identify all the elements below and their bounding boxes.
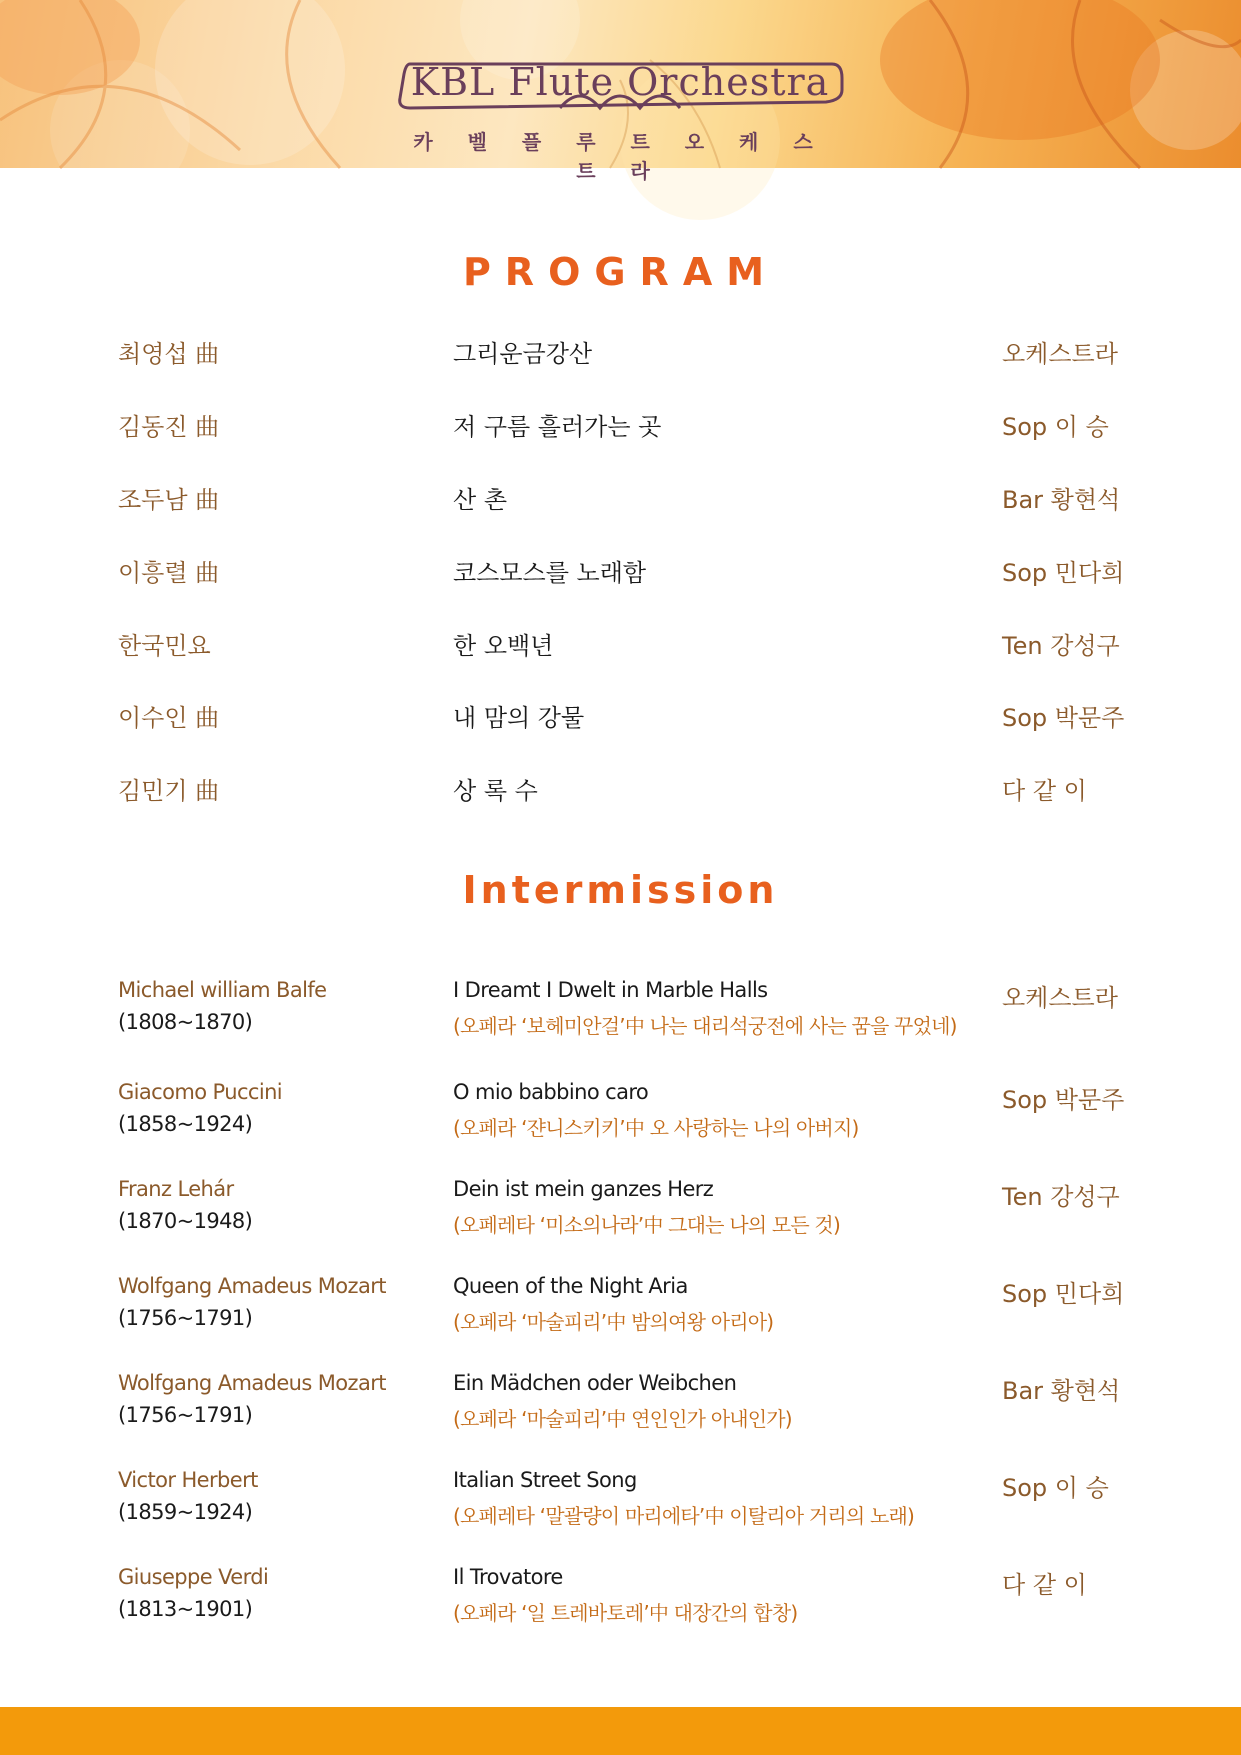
- program-row: [0, 480, 1241, 520]
- performer: Ten 강성구: [1002, 1183, 1120, 1211]
- composer-years: (1756~1791): [118, 1403, 253, 1427]
- piece-title: O mio babbino caro: [453, 1080, 649, 1104]
- composer-name: Giacomo Puccini: [118, 1080, 283, 1104]
- program-performer: 다 같 이: [1002, 777, 1087, 805]
- intermission-row: [0, 1565, 1241, 1635]
- piece-title-korean: (오페라 ‘마술피리’中 연인인가 아내인가): [453, 1407, 792, 1431]
- footer-bar: [0, 1707, 1241, 1755]
- piece-title-korean: (오페라 ‘마술피리’中 밤의여왕 아리아): [453, 1310, 774, 1334]
- program-composer: 이수인 曲: [118, 704, 220, 732]
- program-row: [0, 771, 1241, 811]
- intermission-row: [0, 1177, 1241, 1247]
- intermission-row: [0, 1371, 1241, 1441]
- program-composer: 김민기 曲: [118, 777, 220, 805]
- composer-years: (1813~1901): [118, 1597, 253, 1621]
- performer: Sop 박문주: [1002, 1086, 1125, 1114]
- composer-name: Wolfgang Amadeus Mozart: [118, 1274, 386, 1298]
- performer: Sop 민다희: [1002, 1280, 1125, 1308]
- intermission-row: [0, 1274, 1241, 1344]
- piece-title-korean: (오페라 ‘일 트레바토레’中 대장간의 합창): [453, 1601, 798, 1625]
- header-banner: [0, 0, 1241, 183]
- intermission-row: [0, 1080, 1241, 1150]
- program-heading: PROGRAM: [462, 250, 779, 294]
- piece-title: Dein ist mein ganzes Herz: [453, 1177, 714, 1201]
- composer-name: Wolfgang Amadeus Mozart: [118, 1371, 386, 1395]
- program-performer: Bar 황현석: [1002, 486, 1121, 514]
- logo-subtitle: 카 벨 플 루 트 오 케 스 트 라: [413, 130, 827, 183]
- program-composer: 한국민요: [118, 632, 211, 660]
- intermission-row: [0, 1468, 1241, 1538]
- piece-title: Italian Street Song: [453, 1468, 637, 1492]
- program-title: 그리운금강산: [453, 340, 593, 368]
- program-title: 내 맘의 강물: [453, 704, 585, 732]
- piece-title-korean: (오페레타 ‘미소의나라’中 그대는 나의 모든 것): [453, 1213, 840, 1237]
- composer-years: (1859~1924): [118, 1500, 253, 1524]
- piece-title: Ein Mädchen oder Weibchen: [453, 1371, 737, 1395]
- orchestra-logo: [0, 0, 1241, 183]
- composer-name: Victor Herbert: [118, 1468, 258, 1492]
- performer: Sop 이 승: [1002, 1474, 1109, 1502]
- composer-years: (1858~1924): [118, 1112, 253, 1136]
- program-row: [0, 553, 1241, 593]
- program-row: [0, 334, 1241, 374]
- program-performer: Ten 강성구: [1002, 632, 1120, 660]
- program-row: [0, 626, 1241, 666]
- program-title: 상 록 수: [453, 777, 538, 805]
- piece-title-korean: (오페라 ‘보헤미안걸’中 나는 대리석궁전에 사는 꿈을 꾸었네): [453, 1014, 957, 1038]
- piece-title: Il Trovatore: [453, 1565, 563, 1589]
- program-composer: 김동진 曲: [118, 413, 220, 441]
- performer: 오케스트라: [1002, 984, 1118, 1012]
- logo-title: KBL Flute Orchestra: [410, 60, 830, 104]
- program-row: [0, 407, 1241, 447]
- composer-name: Giuseppe Verdi: [118, 1565, 269, 1589]
- program-performer: 오케스트라: [1002, 340, 1118, 368]
- composer-name: Michael william Balfe: [118, 978, 327, 1002]
- composer-name: Franz Lehár: [118, 1177, 234, 1201]
- composer-years: (1808~1870): [118, 1010, 253, 1034]
- composer-years: (1756~1791): [118, 1306, 253, 1330]
- program-composer: 최영섭 曲: [118, 340, 220, 368]
- program-title: 한 오백년: [453, 632, 554, 660]
- piece-title-korean: (오페라 ‘쟌니스키키’中 오 사랑하는 나의 아버지): [453, 1116, 859, 1140]
- program-title: 산 촌: [453, 486, 507, 514]
- program-title: 코스모스를 노래함: [453, 559, 647, 587]
- performer: 다 같 이: [1002, 1571, 1087, 1599]
- program-composer: 조두남 曲: [118, 486, 220, 514]
- piece-title-korean: (오페레타 ‘말괄량이 마리에타’中 이탈리아 거리의 노래): [453, 1504, 915, 1528]
- piece-title: I Dreamt I Dwelt in Marble Halls: [453, 978, 768, 1002]
- program-row: [0, 698, 1241, 738]
- composer-years: (1870~1948): [118, 1209, 253, 1233]
- intermission-heading: Intermission: [462, 868, 779, 912]
- piece-title: Queen of the Night Aria: [453, 1274, 688, 1298]
- intermission-row: [0, 978, 1241, 1048]
- program-performer: Sop 민다희: [1002, 559, 1125, 587]
- program-performer: Sop 이 승: [1002, 413, 1109, 441]
- program-performer: Sop 박문주: [1002, 704, 1125, 732]
- program-composer: 이흥렬 曲: [118, 559, 220, 587]
- program-title: 저 구름 흘러가는 곳: [453, 413, 662, 441]
- performer: Bar 황현석: [1002, 1377, 1121, 1405]
